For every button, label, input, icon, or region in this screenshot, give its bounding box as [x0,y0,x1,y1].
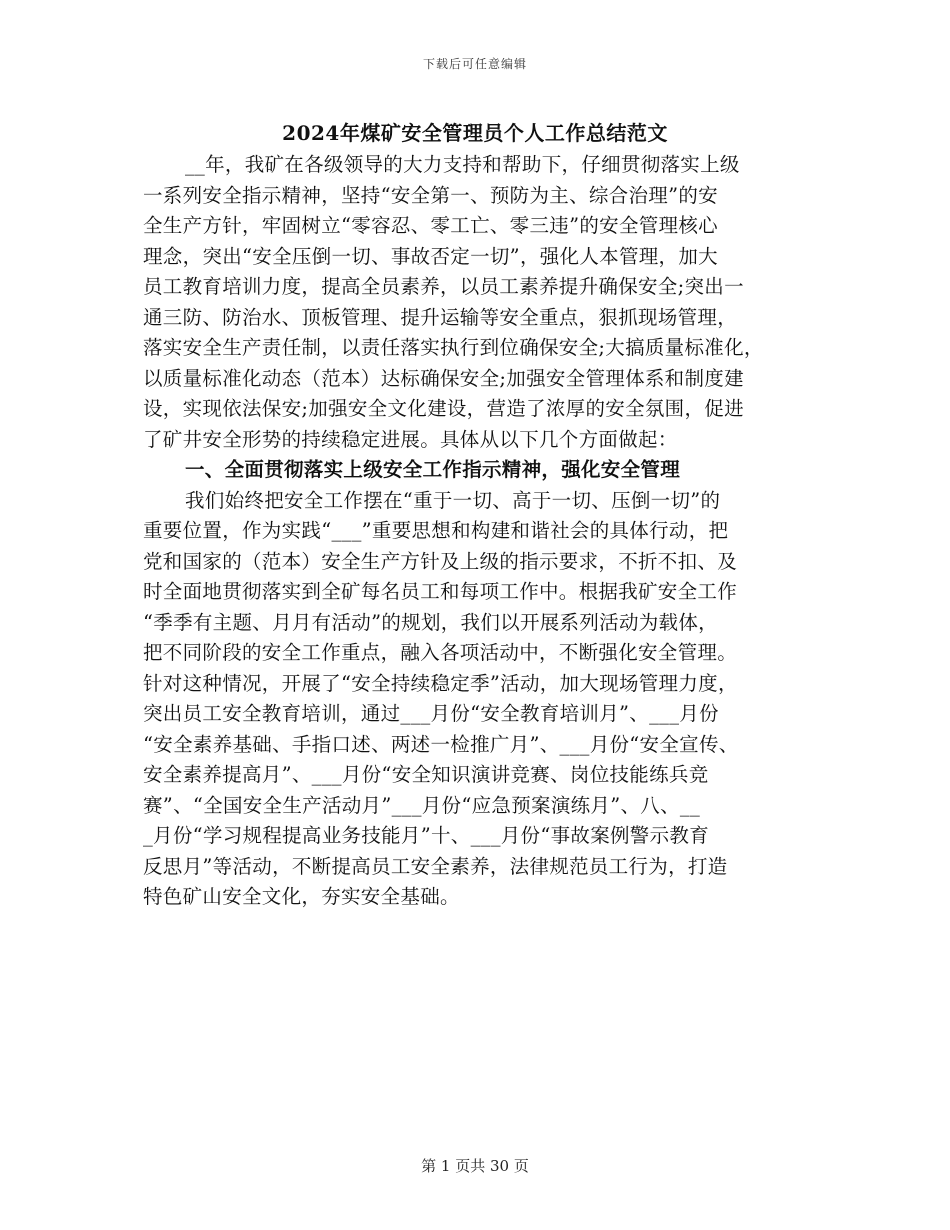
paragraph-line: 理念，突出“安全压倒一切、事故否定一切”，强化人本管理，加大 [143,244,718,268]
paragraph-line: 把不同阶段的安全工作重点，融入各项活动中，不断强化安全管理。 [143,641,738,664]
paragraph-line: 以质量标准化动态（范本）达标确保安全;加强安全管理体系和制度建 [143,366,744,390]
paragraph-line: 反思月”等活动，不断提高员工安全素养，法律规范员工行为，打造 [143,854,728,878]
paragraph-line: 特色矿山安全文化，夯实安全基础。 [143,885,460,908]
paragraph-line: 针对这种情况，开展了“安全持续稳定季”活动，加大现场管理力度， [143,671,738,695]
paragraph-line: 了矿井安全形势的持续稳定进展。具体从以下几个方面做起： [143,427,678,451]
paragraph-line: _月份“学习规程提高业务技能月”十、___月份“事故案例警示教育 [143,824,710,847]
paragraph-line: 时全面地贯彻落实到全矿每名员工和每项工作中。根据我矿安全工作 [143,580,738,603]
paragraph-line: 落实安全生产责任制，以责任落实执行到位确保安全;大搞质量标准化， [143,336,764,359]
paragraph-line: 赛”、“全国安全生产活动月”___月份“应急预案演练月”、八、__ [143,793,700,817]
paragraph-line: __年，我矿在各级领导的大力支持和帮助下，仔细贯彻落实上级 [185,153,740,176]
paragraph-line: 党和国家的（范本）安全生产方针及上级的指示要求，不折不扣、及 [143,549,738,573]
paragraph-line: 一系列安全指示精神，坚持“安全第一、预防为主、综合治理”的安 [143,183,718,207]
paragraph-line: 全生产方针，牢固树立“零容忍、零工亡、零三违”的安全管理核心 [143,214,718,237]
paragraph-line: “季季有主题、月月有活动”的规划，我们以开展系列活动为载体， [143,610,718,634]
page-number-footer: 第 1 页共 30 页 [421,1157,529,1175]
paragraph-line: 我们始终把安全工作摆在“重于一切、高于一切、压倒一切”的 [185,488,721,512]
header-note: 下载后可任意编辑 [422,57,527,71]
document-body [143,150,823,913]
paragraph-line: 员工教育培训力度，提高全员素养，以员工素养提升确保安全;突出一 [143,275,744,298]
paragraph-line: 通三防、防治水、顶板管理、提升运输等安全重点，狠抓现场管理， [143,305,738,329]
section-heading: 一、全面贯彻落实上级安全工作指示精神，强化安全管理 [185,458,681,481]
document-title: 2024年煤矿安全管理员个人工作总结范文 [282,121,668,145]
paragraph-line: 突出员工安全教育培训，通过___月份“安全教育培训月”、___月份 [143,702,719,725]
paragraph-line: 重要位置，作为实践“___”重要思想和构建和谐社会的具体行动，把 [143,519,729,542]
paragraph-line: “安全素养基础、手指口述、两述一检推广月”、___月份“安全宣传、 [143,732,739,756]
paragraph-line: 设，实现依法保安;加强安全文化建设，营造了浓厚的安全氛围，促进 [143,397,744,420]
paragraph-line: 安全素养提高月”、___月份“安全知识演讲竞赛、岗位技能练兵竞 [143,763,709,786]
